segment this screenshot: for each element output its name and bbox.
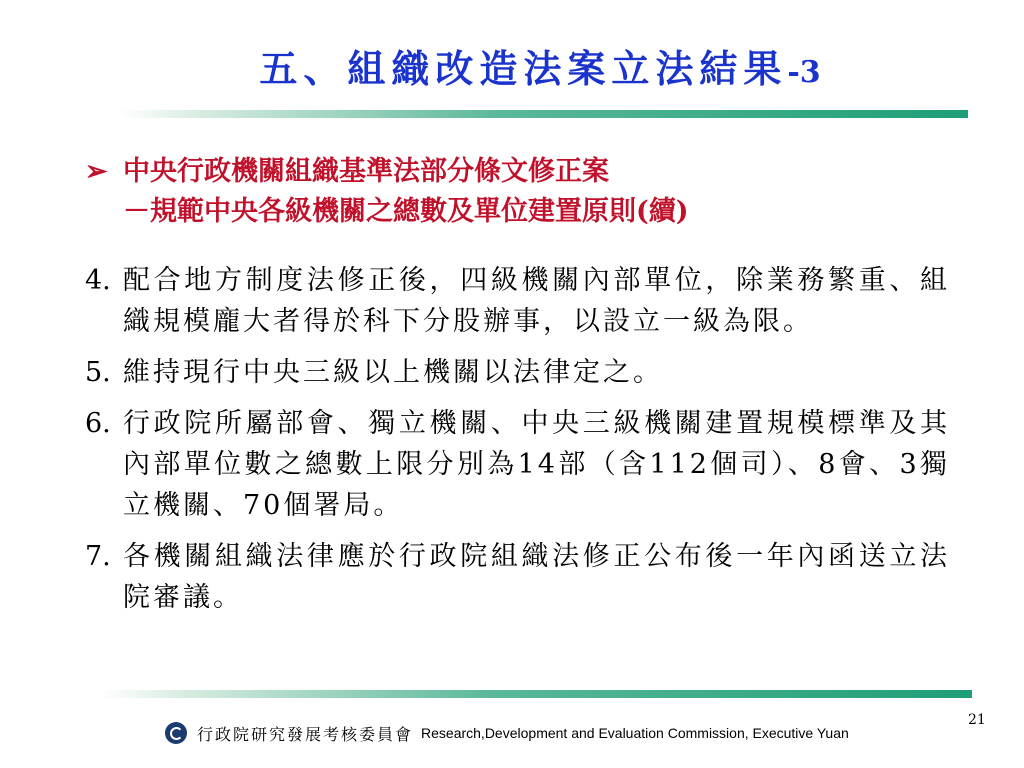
footer — [165, 718, 849, 748]
slide-title — [0, 38, 1024, 93]
bottom-divider — [100, 690, 972, 698]
list-item — [85, 536, 950, 618]
item-text: 維持現行中央三級以上機關以法律定之。 — [123, 357, 663, 388]
item-text: 配合地方制度法修正後，四級機關內部單位，除業務繁重、組織規模龐大者得於科下分股辦事，以設立一級為限。 — [123, 265, 950, 337]
item-text: 各機關組織法律應於行政院組織法修正公布後一年內函送立法院審議。 — [123, 541, 950, 613]
arrow-bullet-icon: ➢ — [85, 156, 108, 187]
list-item — [85, 352, 950, 393]
item-number: 4. — [85, 265, 111, 296]
section-heading — [85, 152, 955, 232]
numbered-list — [85, 260, 950, 628]
slide-title-main: 五、組織改造法案立法結果 — [259, 46, 788, 91]
page-number: 21 — [968, 712, 986, 728]
list-item — [85, 260, 950, 342]
item-number: 7. — [85, 541, 111, 572]
org-name-chinese: 行政院研究發展考核委員會 — [197, 724, 414, 744]
item-number: 5. — [85, 357, 111, 388]
top-divider — [118, 110, 968, 118]
heading-line-2: －規範中央各級機關之總數及單位建置原則(續) — [123, 196, 689, 227]
item-text: 行政院所屬部會、獨立機關、中央三級機關建置規模標準及其內部單位數之總數上限分別為14部（含112個司）、8會、3獨立機關、70個署局。 — [123, 408, 950, 521]
heading-line-1: 中央行政機關組織基準法部分條文修正案 — [123, 156, 609, 187]
org-name-english: Research,Development and Evaluation Commission, Executive Yuan — [421, 725, 849, 741]
list-item — [85, 403, 950, 526]
commission-logo-icon — [165, 722, 187, 744]
slide-title-suffix: -3 — [787, 55, 821, 90]
item-number: 6. — [85, 408, 111, 439]
